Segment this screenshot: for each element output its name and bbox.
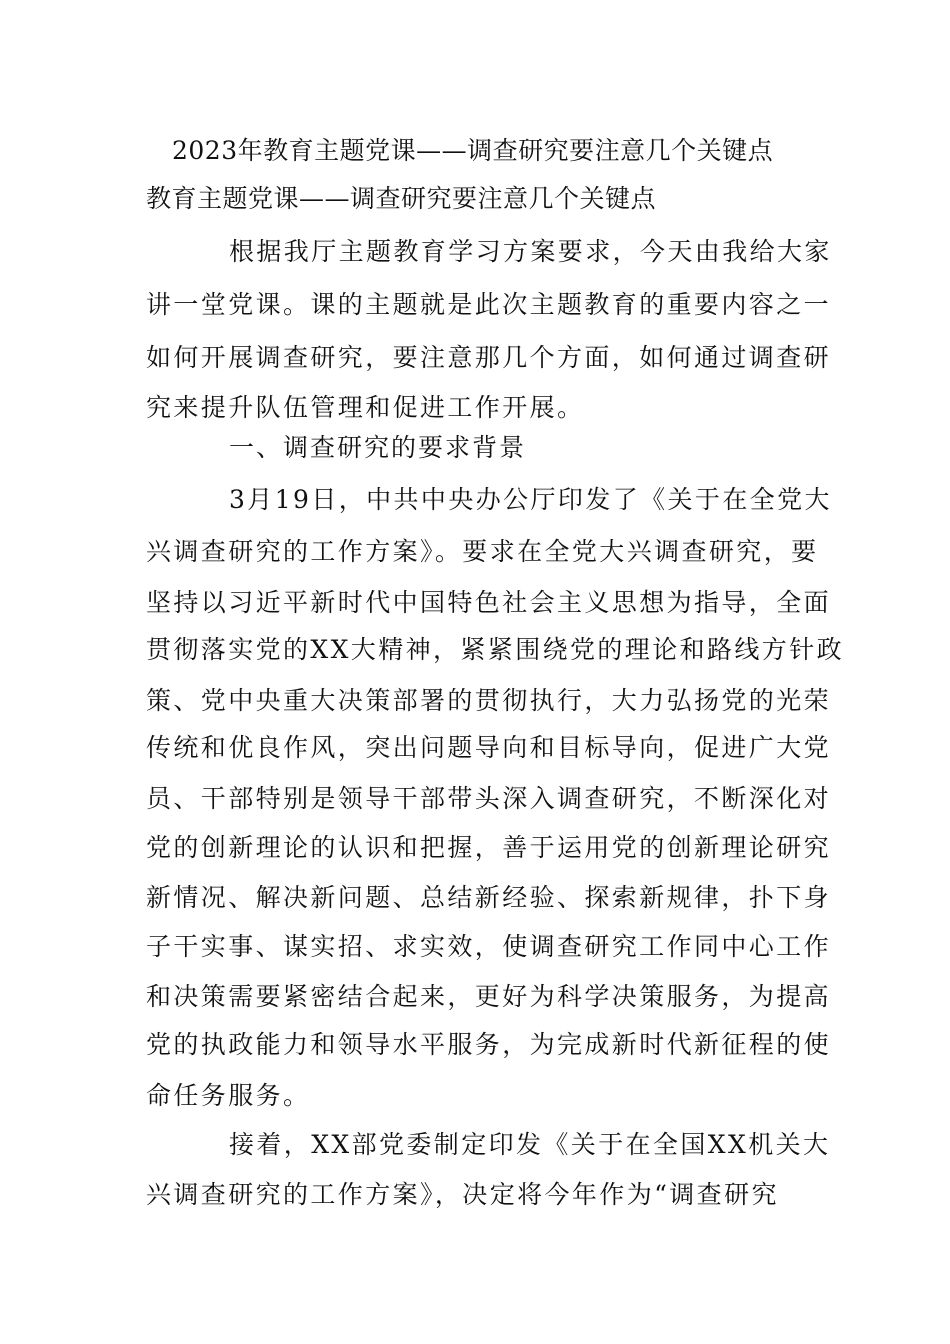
paragraph-line: 贯彻落实党的XX大精神，紧紧围绕党的理论和路线方针政 — [146, 635, 844, 664]
intro-line: 究来提升队伍管理和促进工作开展。 — [146, 393, 585, 422]
document-title: 2023年教育主题党课——调查研究要注意几个关键点 — [172, 136, 774, 165]
intro-line: 根据我厅主题教育学习方案要求，今天由我给大家 — [229, 237, 832, 266]
paragraph-line: 策、党中央重大决策部署的贯彻执行，大力弘扬党的光荣 — [146, 686, 832, 715]
paragraph-line: 员、干部特别是领导干部带头深入调查研究，不断深化对 — [146, 784, 832, 813]
section-heading: 一、调查研究的要求背景 — [229, 433, 527, 462]
paragraph-line: 党的执政能力和领导水平服务，为完成新时代新征程的使 — [146, 1030, 832, 1059]
paragraph-line: 接着，XX部党委制定印发《关于在全国XX机关大 — [229, 1130, 831, 1159]
paragraph-line: 新情况、解决新问题、总结新经验、探索新规律，扑下身 — [146, 883, 832, 912]
paragraph-line: 党的创新理论的认识和把握，善于运用党的创新理论研究 — [146, 833, 832, 862]
paragraph-line: 和决策需要紧密结合起来，更好为科学决策服务，为提高 — [146, 982, 832, 1011]
document-subtitle: 教育主题党课——调查研究要注意几个关键点 — [146, 184, 657, 213]
paragraph-line: 兴调查研究的工作方案》，决定将今年作为“调查研究 — [146, 1180, 779, 1209]
paragraph-line: 子干实事、谋实招、求实效，使调查研究工作同中心工作 — [146, 932, 832, 961]
paragraph-line: 命任务服务。 — [146, 1081, 311, 1110]
paragraph-line: 传统和优良作风，突出问题导向和目标导向，促进广大党 — [146, 733, 832, 762]
paragraph-line: 兴调查研究的工作方案》。要求在全党大兴调查研究，要 — [146, 537, 819, 566]
intro-line: 如何开展调查研究，要注意那几个方面，如何通过调查研 — [146, 343, 832, 372]
intro-line: 讲一堂党课。课的主题就是此次主题教育的重要内容之一 — [146, 290, 832, 319]
paragraph-line: 3月19日，中共中央办公厅印发了《关于在全党大 — [229, 485, 832, 514]
paragraph-line: 坚持以习近平新时代中国特色社会主义思想为指导，全面 — [146, 588, 832, 617]
